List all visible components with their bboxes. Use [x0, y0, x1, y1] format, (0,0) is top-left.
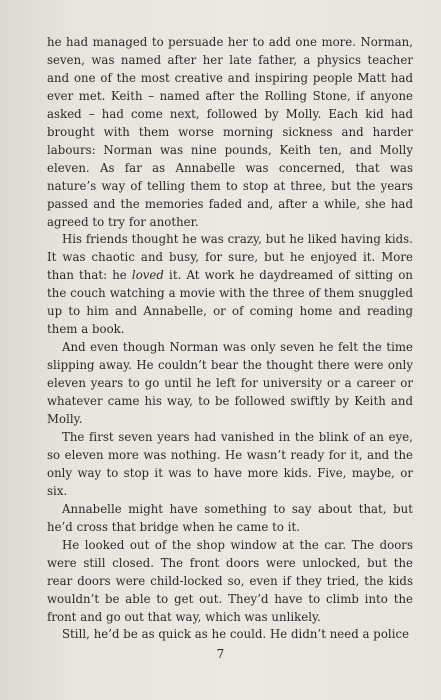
emphasis-text: loved — [131, 268, 164, 283]
text-segment: he had managed to persuade her to add one more. Norman, seven, was named after her late father, a physics teacher and one of the most creative and inspiring people Matt had ever met. Keith – named after the Rolling Stone, if anyone asked – had come next, followed by Molly. Each kid had brought with them worse morning sickness and harder labours: Norman was nine pounds, Keith ten, and Molly eleven. As far as Annabelle was concerned, that was nature’s way of telling them to stop at three, but the years passed and the memories faded and, after a while, she had agreed to try for another. — [47, 35, 413, 229]
paragraph — [47, 339, 413, 429]
paragraph — [47, 537, 413, 627]
body-text — [47, 34, 413, 644]
paragraph — [47, 34, 413, 231]
page-number: 7 — [216, 647, 225, 661]
paragraph — [47, 501, 413, 537]
paragraph — [47, 626, 413, 644]
paragraph — [47, 231, 413, 339]
paragraph — [47, 429, 413, 501]
text-segment: The first seven years had vanished in the blink of an eye, so eleven more was nothing. He wasn’t ready for it, and the only way to stop it was to have more kids. Five, maybe, or six. — [47, 429, 413, 498]
text-segment: it. At work he daydreamed of sitting on the couch watching a movie with the three of them snuggled up to him and Annabelle, or of coming home and reading them a book. — [47, 268, 413, 337]
text-segment: He looked out of the shop window at the car. The doors were still closed. The front doors were unlocked, but the rear doors were child-locked so, even if they tried, the kids wouldn’t be able to get out. They’d have to climb into the front and go out that way, which was unlikely. — [47, 537, 413, 624]
text-segment: His friends thought he was crazy, but he liked having kids. It was chaotic and busy, for sure, but he enjoyed it. More than that: he — [47, 232, 413, 283]
text-segment: Annabelle might have something to say about that, but he’d cross that bridge when he came to it. — [47, 501, 413, 534]
text-segment: Still, he’d be as quick as he could. He didn’t need a police — [62, 627, 410, 642]
text-segment: And even though Norman was only seven he felt the time slipping away. He couldn’t bear the thought there were only eleven years to go until he left for university or a career or whatever came his way, to be followed swiftly by Keith and Molly. — [47, 340, 413, 427]
